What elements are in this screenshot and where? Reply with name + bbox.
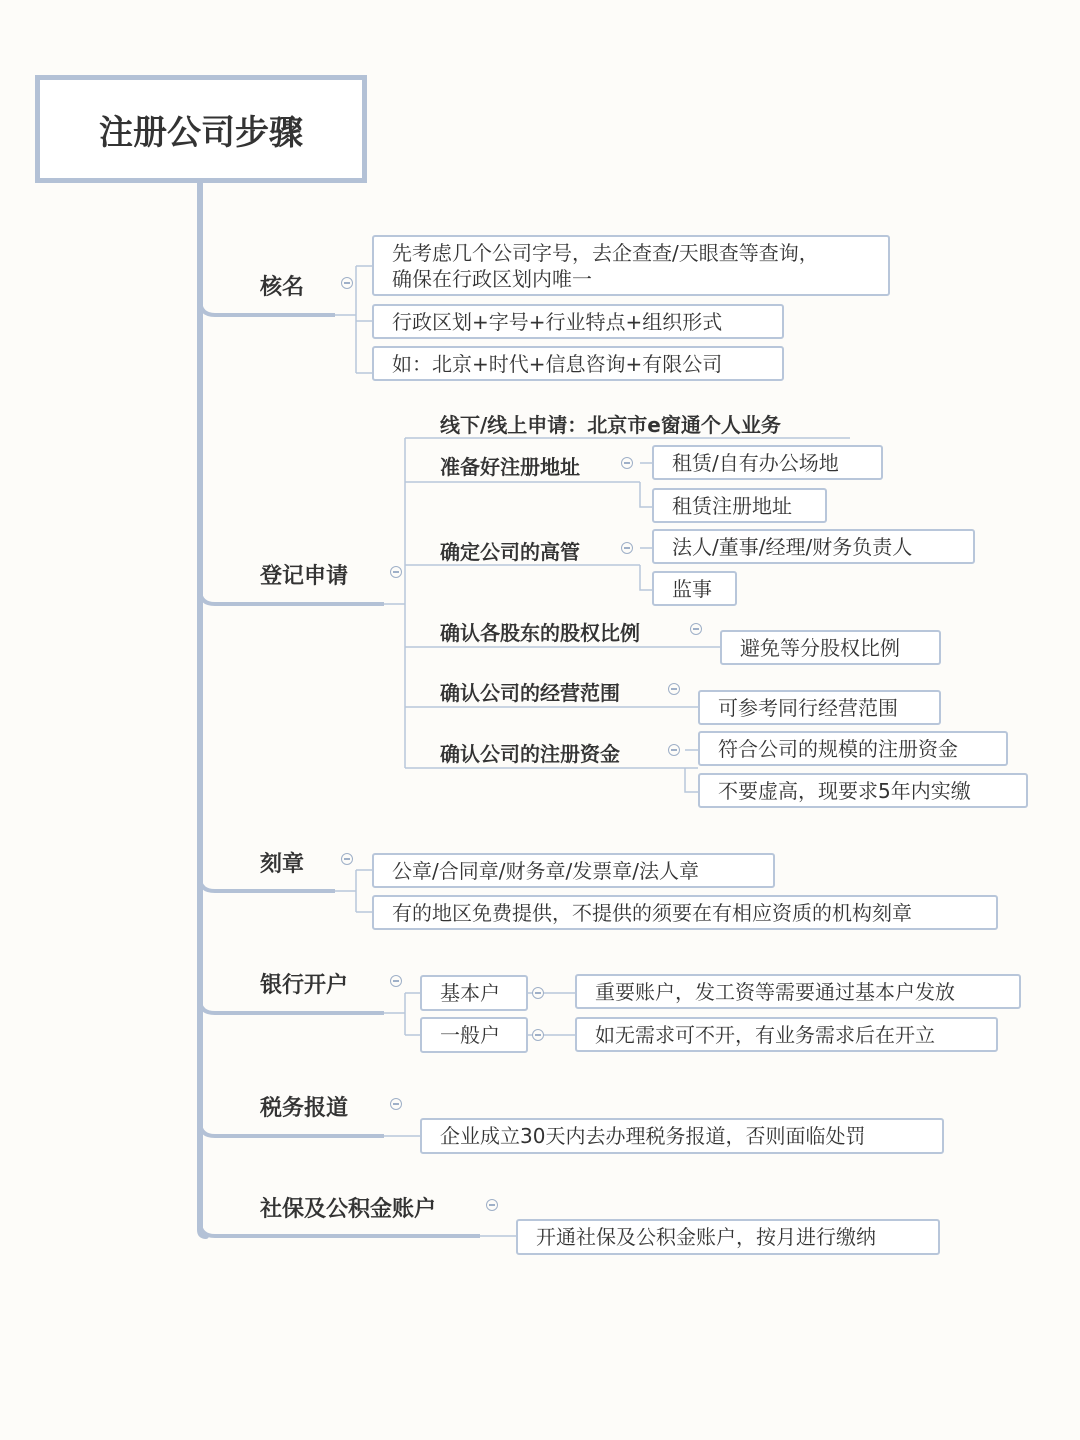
social-note: 开通社保及公积金账户，按月进行缴纳 [516,1219,940,1255]
scope-note: 可参考同行经营范围 [698,690,941,725]
executives-option-1: 法人/董事/经理/财务负责人 [652,529,975,564]
collapse-toggle-icon[interactable] [621,542,633,554]
collapse-toggle-icon[interactable] [390,1098,402,1110]
registration-capital-label: 确认公司的注册资金 [440,742,620,766]
registration-executives-label: 确定公司的高管 [440,540,580,564]
collapse-toggle-icon[interactable] [668,683,680,695]
naming-note-3: 如：北京+时代+信息咨询+有限公司 [372,346,784,381]
registration-address-label: 准备好注册地址 [440,455,580,479]
naming-note-1-line1: 先考虑几个公司字号，去企查查/天眼查等查询， [392,240,819,265]
naming-note-1-line2: 确保在行政区划内唯一 [392,266,592,291]
seal-note-2: 有的地区免费提供，不提供的须要在有相应资质的机构刻章 [372,895,998,930]
collapse-toggle-icon[interactable] [390,975,402,987]
section-social-label: 社保及公积金账户 [260,1197,437,1222]
collapse-toggle-icon[interactable] [621,457,633,469]
equity-note: 避免等分股权比例 [720,630,941,665]
page-title: 注册公司步骤 [35,75,367,183]
section-naming-label: 核名 [260,275,305,300]
address-option-2: 租赁注册地址 [652,488,827,523]
registration-scope-label: 确认公司的经营范围 [440,681,620,705]
bank-general-account: 一般户 [420,1017,528,1053]
naming-note-2: 行政区划+字号+行业特点+组织形式 [372,304,784,339]
section-tax-label: 税务报道 [260,1096,349,1121]
collapse-toggle-icon[interactable] [690,623,702,635]
tax-note: 企业成立30天内去办理税务报道，否则面临处罚 [420,1118,944,1154]
section-seal-label: 刻章 [260,852,305,877]
address-option-1: 租赁/自有办公场地 [652,445,883,480]
collapse-toggle-icon[interactable] [532,987,544,999]
section-bank-label: 银行开户 [260,973,349,998]
bank-basic-account: 基本户 [420,975,528,1011]
collapse-toggle-icon[interactable] [341,853,353,865]
collapse-toggle-icon[interactable] [390,566,402,578]
bank-general-note: 如无需求可不开，有业务需求后在开立 [575,1017,998,1052]
naming-note-1 [372,235,890,296]
collapse-toggle-icon[interactable] [486,1199,498,1211]
bank-basic-note: 重要账户，发工资等需要通过基本户发放 [575,974,1021,1009]
registration-equity-label: 确认各股东的股权比例 [440,621,640,645]
registration-online-text: 线下/线上申请：北京市e窗通个人业务 [440,413,781,437]
seal-note-1: 公章/合同章/财务章/发票章/法人章 [372,853,775,888]
capital-note-2: 不要虚高，现要求5年内实缴 [698,773,1028,808]
collapse-toggle-icon[interactable] [341,277,353,289]
section-registration-label: 登记申请 [260,564,349,589]
capital-note-1: 符合公司的规模的注册资金 [698,731,1008,766]
collapse-toggle-icon[interactable] [668,744,680,756]
executives-option-2: 监事 [652,571,737,606]
collapse-toggle-icon[interactable] [532,1029,544,1041]
